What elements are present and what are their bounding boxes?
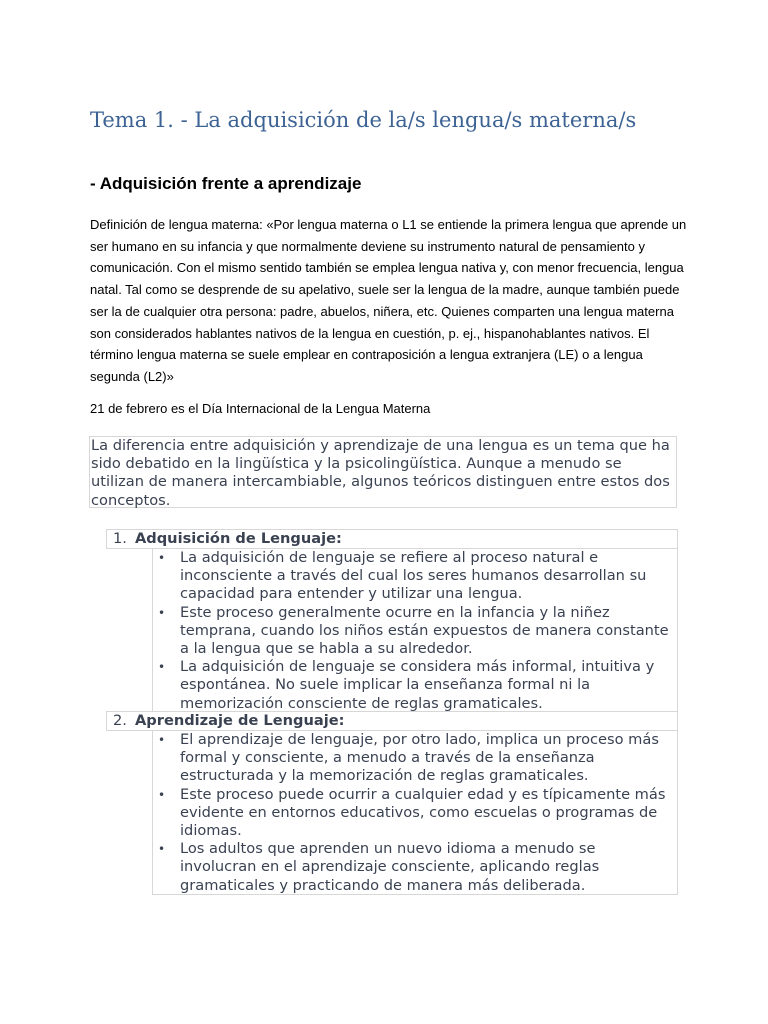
section-2-header: [106, 711, 678, 731]
bullet-icon: •: [158, 660, 166, 675]
list-item-text: El aprendizaje de lenguaje, por otro lado, implica un proceso más formal y consciente, a menudo a través de la enseñanza estructurada y la memorización de reglas gramaticales.: [180, 731, 659, 785]
intro-paragraph: La diferencia entre adquisición y aprendizaje de una lengua es un tema que ha sido debatido en la lingüística y la psicolingüística. Aunque a menudo se utilizan de manera intercambiable, algunos teóricos distinguen entre estos dos conceptos.: [91, 437, 670, 509]
section-subtitle: - Adquisición frente a aprendizaje: [90, 174, 362, 193]
bullet-icon: •: [158, 551, 166, 565]
intro-box: [89, 436, 677, 508]
bullet-icon: •: [158, 733, 166, 747]
section-1-bullets: [152, 548, 678, 712]
list-item: [153, 786, 677, 841]
bullet-icon: •: [158, 605, 166, 620]
list-item: [153, 840, 677, 895]
section-1-heading: Adquisición de Lenguaje:: [135, 530, 342, 547]
section-2-number: 2.: [113, 712, 127, 729]
bullet-icon: •: [158, 842, 166, 857]
list-item-text: La adquisición de lenguaje se refiere al proceso natural e inconsciente a través del cual los seres humanos desarrollan su capacidad para entender y utilizar una lengua.: [180, 549, 647, 603]
list-item-text: Este proceso puede ocurrir a cualquier edad y es típicamente más evidente en entornos educativos, como escuelas o programas de idiomas.: [180, 785, 666, 840]
list-item: [153, 658, 677, 713]
section-2-heading: Aprendizaje de Lenguaje:: [135, 712, 345, 729]
date-note: 21 de febrero es el Día Internacional de la Lengua Materna: [90, 401, 431, 416]
list-item-text: Los adultos que aprenden un nuevo idioma a menudo se involucran en el aprendizaje consciente, aplicando reglas gramaticales y practicando de manera más deliberada.: [180, 840, 600, 894]
list-item-text: Este proceso generalmente ocurre en la infancia y la niñez temprana, cuando los niños están expuestos de manera constante a la lengua que se habla a su alrededor.: [180, 603, 669, 658]
section-2-bullets: [152, 730, 678, 895]
list-item: [153, 604, 677, 659]
section-1-number: 1.: [113, 530, 127, 547]
list-item: [153, 549, 677, 604]
bullet-icon: •: [158, 787, 166, 802]
list-item: [153, 731, 677, 786]
definition-paragraph: Definición de lengua materna: «Por lengua materna o L1 se entiende la primera lengua que aprende un ser humano en su infancia y que normalmente deviene su instrumento natural de pensamiento y comunicación. Con el mismo sentido también se emplea lengua nativa y, con menor frecuencia, lengua natal. Tal como se desprende de su apelativo, suele ser la lengua de la madre, aunque también puede ser la de cualquier otra persona: padre, abuelos, niñera, etc. Quienes comparten una lengua materna son considerados hablantes nativos de la lengua en cuestión, p. ej., hispanohablantes nativos. El término lengua materna se suele emplear en contraposición a lengua extranjera (LE) o a lengua segunda (L2)»: [90, 217, 687, 384]
document-title: Tema 1. - La adquisición de la/s lengua/s materna/s: [90, 108, 637, 132]
list-item-text: La adquisición de lenguaje se considera más informal, intuitiva y espontánea. No suele implicar la enseñanza formal ni la memorización consciente de reglas gramaticales.: [180, 658, 655, 712]
section-1-header: [106, 529, 678, 549]
